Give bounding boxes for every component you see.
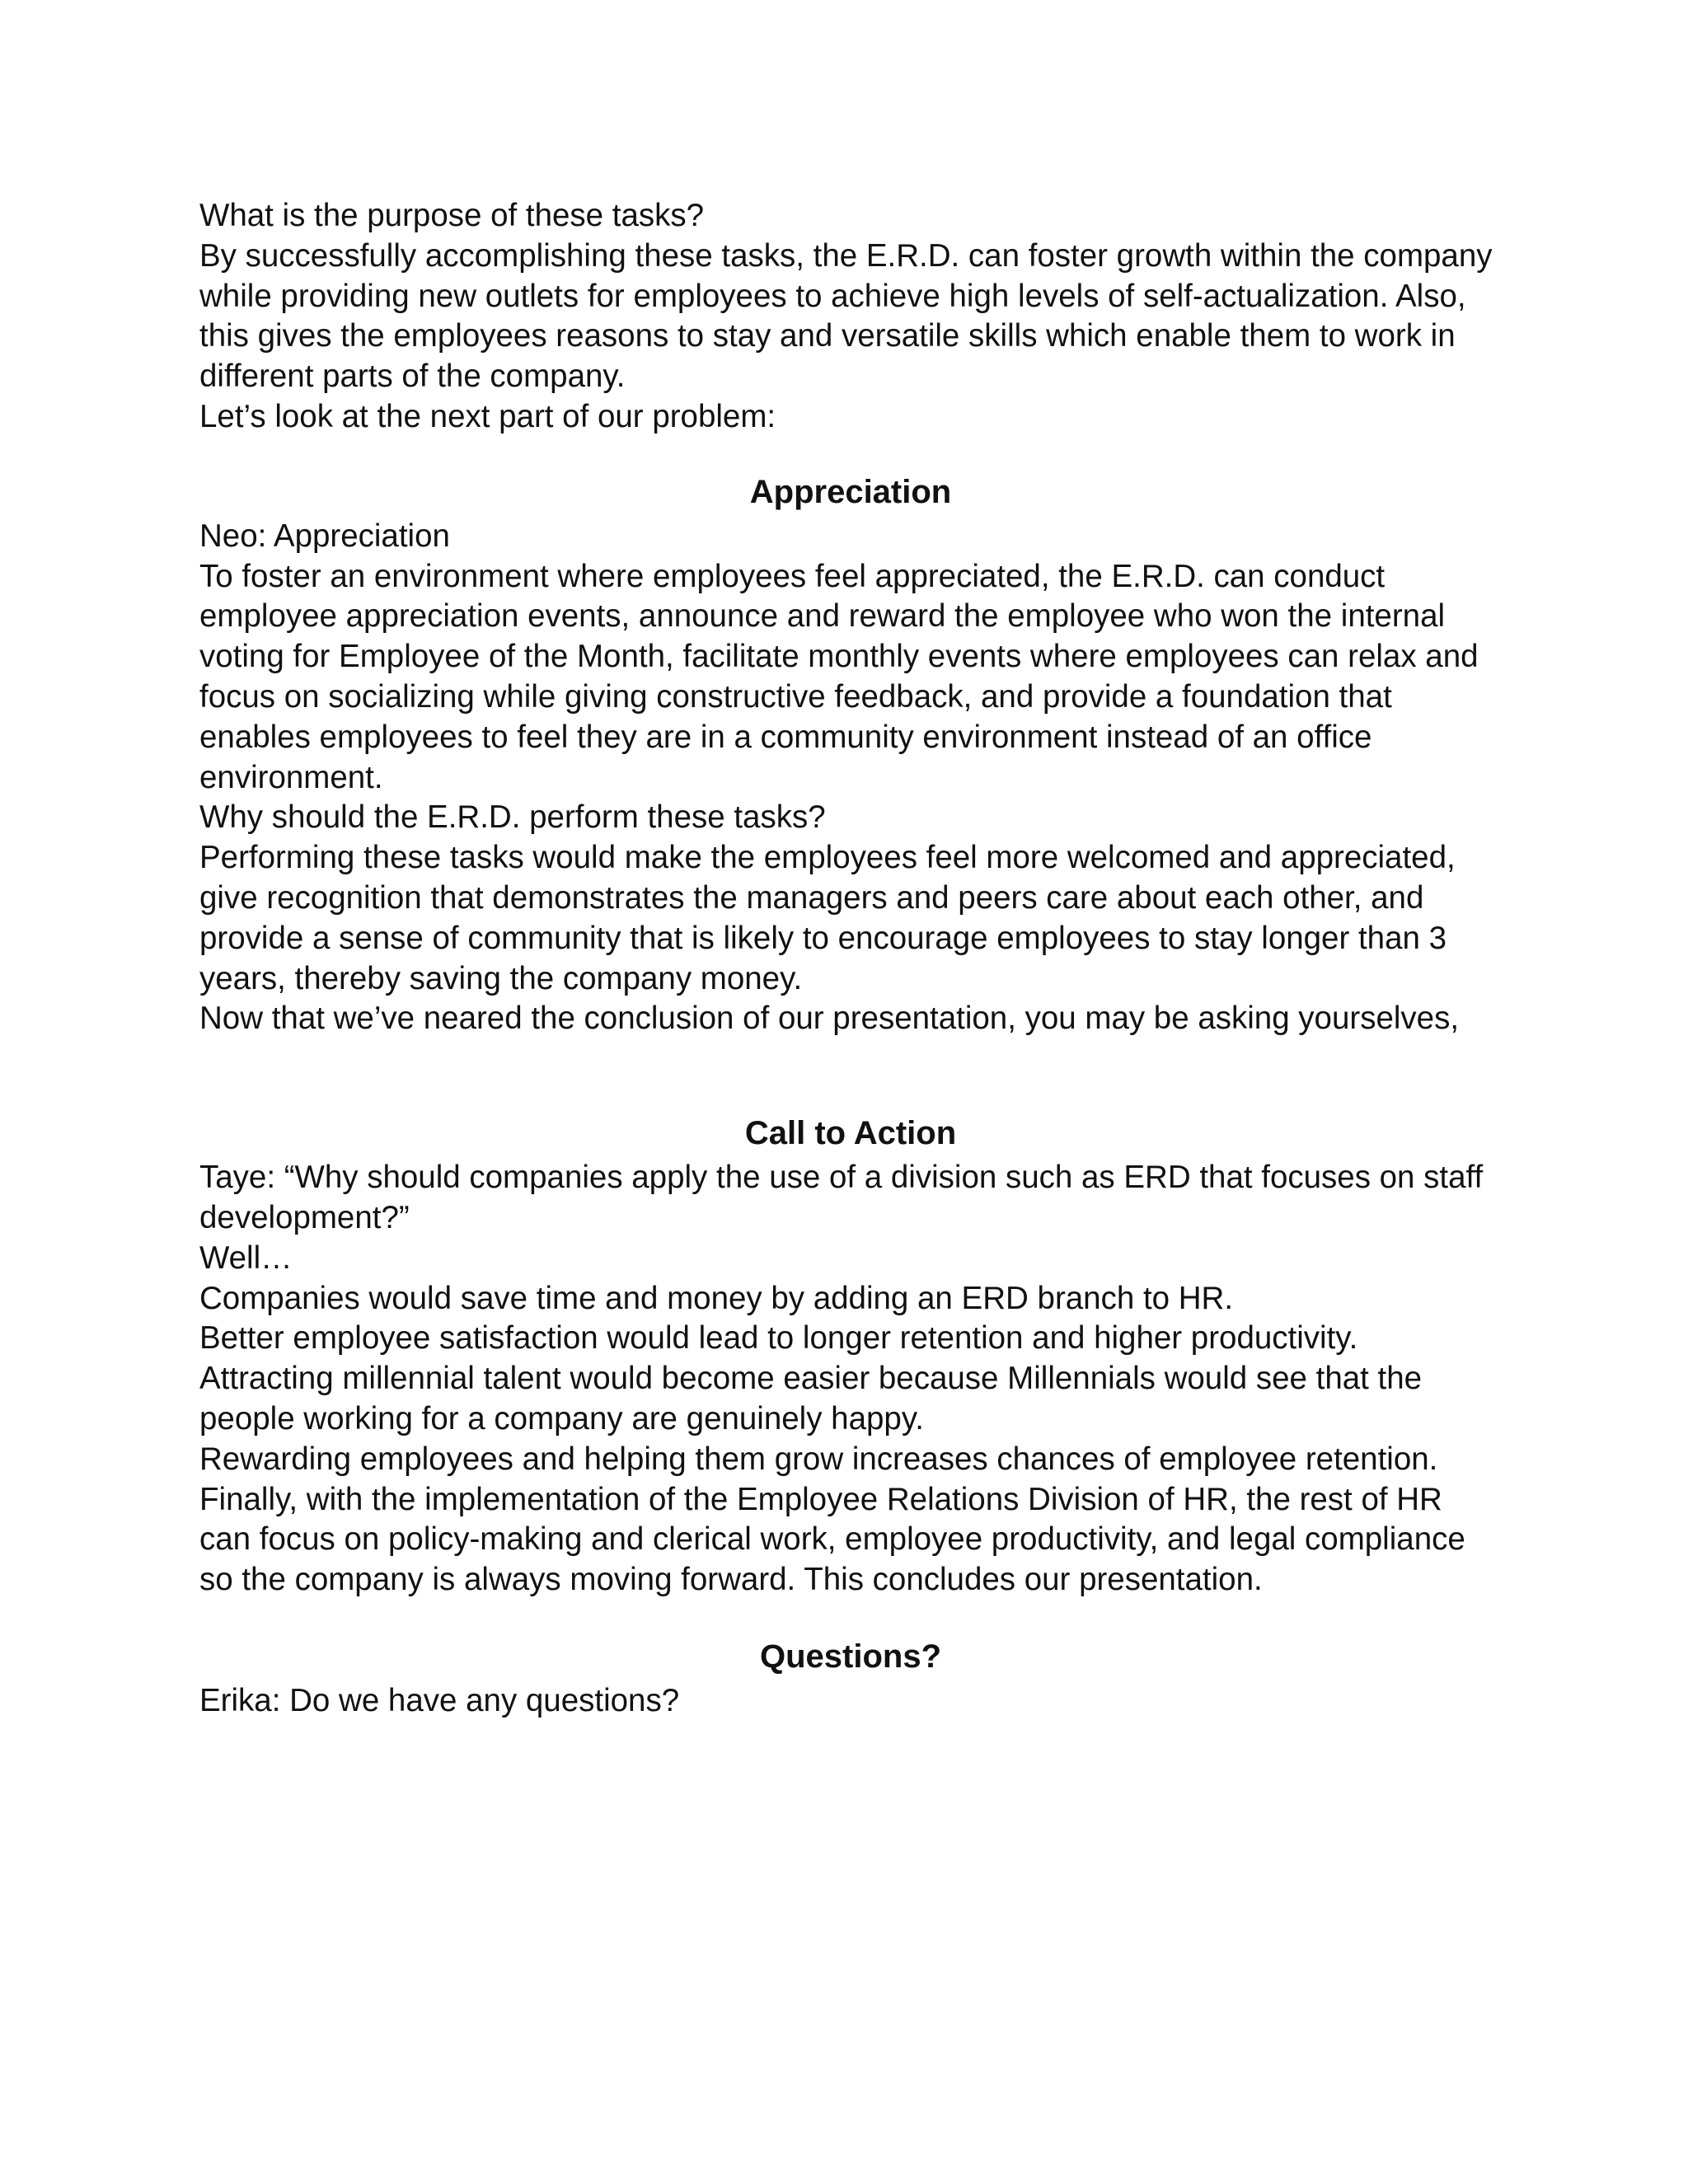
benefit-satisfaction: Better employee satisfaction would lead to longer retention and higher productivity.: [199, 1320, 1358, 1357]
line-well: Well…: [199, 1240, 293, 1276]
document-body: [199, 196, 1502, 1722]
conclusion-paragraph: Finally, with the implementation of the Employee Relations Division of HR, the rest of HR can focus on policy-making and clerical work, employee productivity, and legal compliance so the company is always moving forward. This concludes our presentation.: [199, 1481, 1465, 1598]
speaker-line-neo: Neo: Appreciation: [199, 518, 450, 554]
transition-conclusion: Now that we’ve neared the conclusion of our presentation, you may be asking yourselves,: [199, 1001, 1460, 1037]
section-questions: [199, 1632, 1502, 1722]
benefit-retention: Rewarding employees and helping them grow increases chances of employee retention.: [199, 1441, 1438, 1477]
heading-call-to-action: Call to Action: [744, 1115, 957, 1152]
answer-why-perform: Performing these tasks would make the employees feel more welcomed and appreciated, give recognition that demonstrates the managers and peers care about each other, and provide a sense of community that is likely to encourage employees to stay longer than 3 years, thereby saving the company money.: [199, 840, 1456, 996]
speaker-line-taye: Taye: “Why should companies apply the use of a division such as ERD that focuses on staff development?”: [199, 1160, 1484, 1235]
speaker-line-erika: Erika: Do we have any questions?: [199, 1682, 680, 1718]
heading-questions: Questions?: [759, 1638, 942, 1675]
section-appreciation: [199, 467, 1502, 1039]
answer-purpose: By successfully accomplishing these tasks, the E.R.D. can foster growth within the company while providing new outlets for employees to achieve high levels of self-actualization. Also, this gives the employees reasons to stay and versatile skills which enable them to work in different parts of the company.: [199, 237, 1493, 395]
benefit-millennial-talent: Attracting millennial talent would become easier because Millennials would see that the people working for a company are genuinely happy.: [199, 1361, 1423, 1436]
section-call-to-action: [199, 1108, 1502, 1601]
benefit-save-time: Companies would save time and money by adding an ERD branch to HR.: [199, 1280, 1234, 1316]
section-intro: [199, 196, 1502, 438]
transition-next-part: Let’s look at the next part of our problem:: [199, 398, 776, 434]
heading-appreciation: Appreciation: [749, 473, 952, 510]
question-why-perform: Why should the E.R.D. perform these tasks?: [199, 799, 826, 836]
appreciation-description: To foster an environment where employees feel appreciated, the E.R.D. can conduct employee appreciation events, announce and reward the employee who won the internal voting for Employee of the Month, facilitate monthly events where employees can relax and focus on socializing while giving constructive feedback, and provide a foundation that enables employees to feel they are in a community environment instead of an office environment.: [199, 558, 1479, 795]
question-purpose: What is the purpose of these tasks?: [199, 198, 705, 233]
